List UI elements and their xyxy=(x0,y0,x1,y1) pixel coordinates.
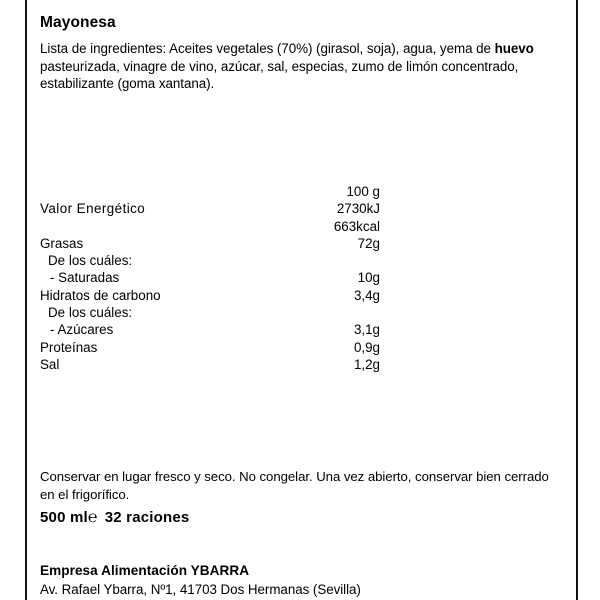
estimated-sign-icon: ℮ xyxy=(87,509,98,526)
nutrition-row-label: De los cuáles: xyxy=(48,305,133,321)
ingredients-list xyxy=(40,40,560,92)
nutrition-row xyxy=(40,356,380,373)
nutrition-row-value: 3,4g xyxy=(353,287,380,303)
nutrition-row-label: Valor Energético xyxy=(40,201,146,217)
quantity-line xyxy=(40,509,189,527)
company-name: Empresa Alimentación YBARRA xyxy=(40,563,250,578)
nutrition-row xyxy=(40,252,380,269)
nutrition-column-header: 100 g xyxy=(346,184,380,199)
nutrition-row xyxy=(40,321,380,338)
nutrition-header-row xyxy=(40,183,380,200)
nutrition-row-value: 3,1g xyxy=(353,322,380,338)
nutrition-row-label: Hidratos de carbono xyxy=(40,287,161,303)
company-footer xyxy=(40,562,565,599)
product-title: Mayonesa xyxy=(40,14,116,32)
nutrition-row-label: Sal xyxy=(40,356,60,372)
nutrition-row-value: 0,9g xyxy=(353,339,380,355)
nutrition-row-value: 72g xyxy=(357,235,380,251)
nutrition-row-label: Grasas xyxy=(40,235,84,251)
nutrition-row-label: Proteínas xyxy=(40,339,98,355)
nutrition-row xyxy=(40,218,380,235)
net-volume: 500 ml xyxy=(40,509,88,526)
nutrition-row-value: 1,2g xyxy=(353,356,380,372)
nutrition-row xyxy=(40,200,380,217)
nutrition-row-value: 10g xyxy=(357,270,380,286)
nutrition-row-value: 2730kJ xyxy=(336,201,380,217)
ingredients-suffix: pasteurizada, vinagre de vino, azúcar, sal, especias, zumo de limón concentrado, estabilizante (goma xantana). xyxy=(40,58,519,91)
nutrition-table xyxy=(40,183,380,373)
nutrition-row xyxy=(40,287,380,304)
storage-instructions: Conservar en lugar fresco y seco. No congelar. Una vez abierto, conservar bien cerrado en el frigorífico. xyxy=(40,469,549,502)
nutrition-row-label: - Azúcares xyxy=(50,322,114,338)
nutrition-row xyxy=(40,269,380,286)
nutrition-row-value: 663kcal xyxy=(333,218,380,234)
nutrition-row-label: - Saturadas xyxy=(50,270,120,286)
nutrition-row xyxy=(40,339,380,356)
company-address: Av. Rafael Ybarra, Nº1, 41703 Dos Hermanas (Sevilla) xyxy=(40,582,361,597)
nutrition-row xyxy=(40,235,380,252)
allergen-huevo: huevo xyxy=(494,41,534,57)
servings-count: 32 raciones xyxy=(104,509,190,526)
nutrition-row xyxy=(40,304,380,321)
ingredients-prefix: Lista de ingredientes: Aceites vegetales (70%) (girasol, soja), agua, yema de xyxy=(40,41,495,57)
nutrition-label-panel xyxy=(25,0,578,600)
nutrition-row-label: De los cuáles: xyxy=(48,253,133,269)
